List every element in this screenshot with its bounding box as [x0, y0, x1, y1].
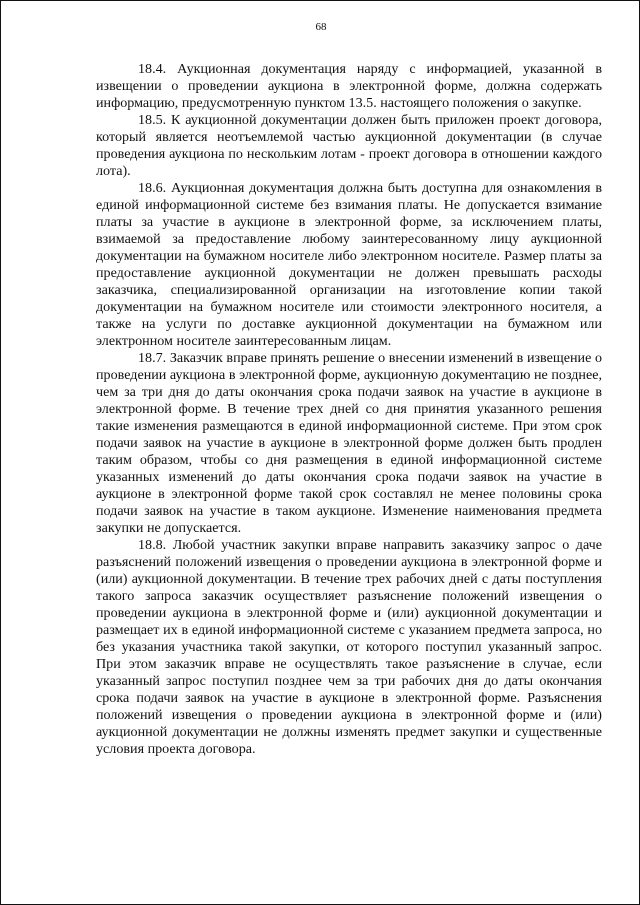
page-number: 68 — [315, 21, 327, 33]
paragraph-18-7: 18.7. Заказчик вправе принять решение о внесении изменений в извещение о проведении аукциона в электронной форме, аукционную документацию не позднее, чем за три дня до даты окончания срока подачи заявок на участие в аукционе в электронной форме. В течение трех дней со дня принятия указанного решения такие изменения размещаются в единой информационной системе. При этом срок подачи заявок на участие в аукционе в электронной форме должен быть продлен таким образом, чтобы со дня размещения в единой информационной системе указанных изменений до даты окончания срока подачи заявок на участие в аукционе в электронной форме такой срок составлял не менее половины срока подачи заявок на участие в таком аукционе. Изменение наименования предмета закупки не допускается. — [96, 350, 602, 536]
document-body — [96, 61, 602, 758]
paragraph-18-4: 18.4. Аукционная документация наряду с информацией, указанной в извещении о проведении аукциона в электронной форме, должна содержать информацию, предусмотренную пунктом 13.5. настоящего положения о закупке. — [96, 61, 602, 111]
paragraph-18-5: 18.5. К аукционной документации должен быть приложен проект договора, который является неотъемлемой частью аукционной документации (в случае проведения аукциона по нескольким лотам - проект договора в отношении каждого лота). — [96, 112, 602, 179]
paragraph-18-6: 18.6. Аукционная документация должна быть доступна для ознакомления в единой информационной системе без взимания платы. Не допускается взимание платы за участие в аукционе в электронной форме, за исключением платы, взимаемой за предоставление любому заинтересованному лицу аукционной документации на бумажном носителе либо электронном носителе. Размер платы за предоставление аукционной документации не должен превышать расходы заказчика, специализированной организации на изготовление копии такой документации на бумажном носителе или стоимости электронного носителя, а также на услуги по доставке аукционной документации на бумажном или электронном носителе заинтересованным лицам. — [96, 180, 602, 349]
paragraph-18-8: 18.8. Любой участник закупки вправе направить заказчику запрос о даче разъяснений положений извещения о проведении аукциона в электронной форме и (или) аукционной документации. В течение трех рабочих дней с даты поступления такого запроса заказчик осуществляет разъяснение положений извещения о проведении аукциона в электронной форме и (или) аукционной документации и размещает их в единой информационной системе с указанием предмета запроса, но без указания участника такой закупки, от которого поступил указанный запрос. При этом заказчик вправе не осуществлять такое разъяснение в случае, если указанный запрос поступил позднее чем за три рабочих дня до даты окончания срока подачи заявок на участие в аукционе в электронной форме. Разъяснения положений извещения о проведении аукциона в электронной форме и (или) аукционной документации не должны изменять предмет закупки и существенные условия проекта договора. — [96, 537, 602, 757]
